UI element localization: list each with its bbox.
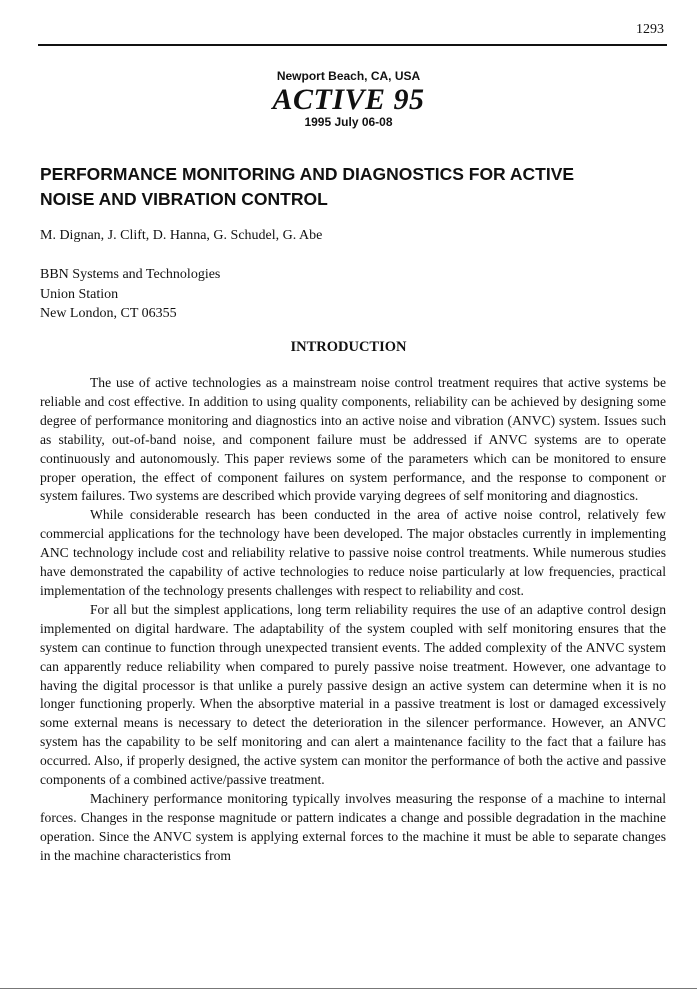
conference-date: 1995 July 06-08: [304, 115, 393, 129]
authors: M. Dignan, J. Clift, D. Hanna, G. Schudel, G. Abe: [40, 228, 323, 243]
footer-rule: [0, 988, 697, 989]
affiliation-line-1: BBN Systems and Technologies: [40, 267, 221, 282]
conference-name: ACTIVE 95: [272, 83, 425, 116]
page-number: 1293: [636, 22, 664, 37]
conference-place: Newport Beach, CA, USA: [276, 69, 421, 83]
paragraph-3: For all but the simplest applications, long term reliability requires the use of an adaptive control design implemented on digital hardware. The adaptability of the system coupled with self monitoring ensures that the system can continue to function through unexpected transient events. The added complexity of the ANVC system can apparently reduce reliability when compared to purely passive noise treatment. However, one advantage to having the digital processor is that unlike a purely passive design an active system can determine when it is no longer functioning properly. When the absorptive material in a passive treatment is lost or damaged excessively some external means is necessary to detect the deterioration in the silencer performance. However, an ANVC system has the capability to be self monitoring and can alert a maintenance facility to the fact that a failure has occurred. Also, if properly designed, the active system can monitor the performance of both the active and passive components of a combined active/passive treatment.: [40, 601, 666, 788]
affiliation-line-2: Union Station: [40, 286, 119, 302]
paragraph-2: While considerable research has been conducted in the area of active noise control, relatively few commercial applications for the technology have been developed. The major obstacles currently in implementing ANC technology include cost and reliability relative to passive noise control treatments. While numerous studies have demonstrated the capability of active technologies to reduce noise particularly at low frequencies, practical implementation of the technology presents challenges with respect to reliability and cost.: [40, 507, 666, 598]
title-line-1: PERFORMANCE MONITORING AND DIAGNOSTICS FOR ACTIVE: [40, 164, 575, 184]
header-rule: [38, 44, 667, 46]
affiliation: [40, 265, 220, 324]
paragraph-4: Machinery performance monitoring typically involves measuring the response of a machine to internal forces. Changes in the response magnitude or pattern indicates a change and possible degradation in the machine operation. Since the ANVC system is applying external forces to the machine it must be able to separate changes in the machine characteristics from: [40, 790, 666, 863]
conference-block: [0, 69, 697, 129]
paragraph-1: The use of active technologies as a mainstream noise control treatment requires that active systems be reliable and cost effective. In addition to using quality components, reliability can be achieved by designing some degree of performance monitoring and diagnostics into an active noise and vibration (ANVC) system. Issues such as stability, out-of-band noise, and component failure must be addressed if ANVC systems are to operate continuously and autonomously. This paper reviews some of the parameters which can be monitored to ensure proper operation, the effect of component failures on system performance, and the response to component or system failures. Two systems are described which provide varying degrees of self monitoring and diagnostics.: [40, 375, 666, 504]
title-line-2: NOISE AND VIBRATION CONTROL: [40, 189, 328, 209]
section-heading: INTRODUCTION: [290, 339, 407, 355]
paper-title: [40, 162, 650, 212]
affiliation-line-3: New London, CT 06355: [40, 306, 177, 321]
body-text: [40, 374, 666, 866]
